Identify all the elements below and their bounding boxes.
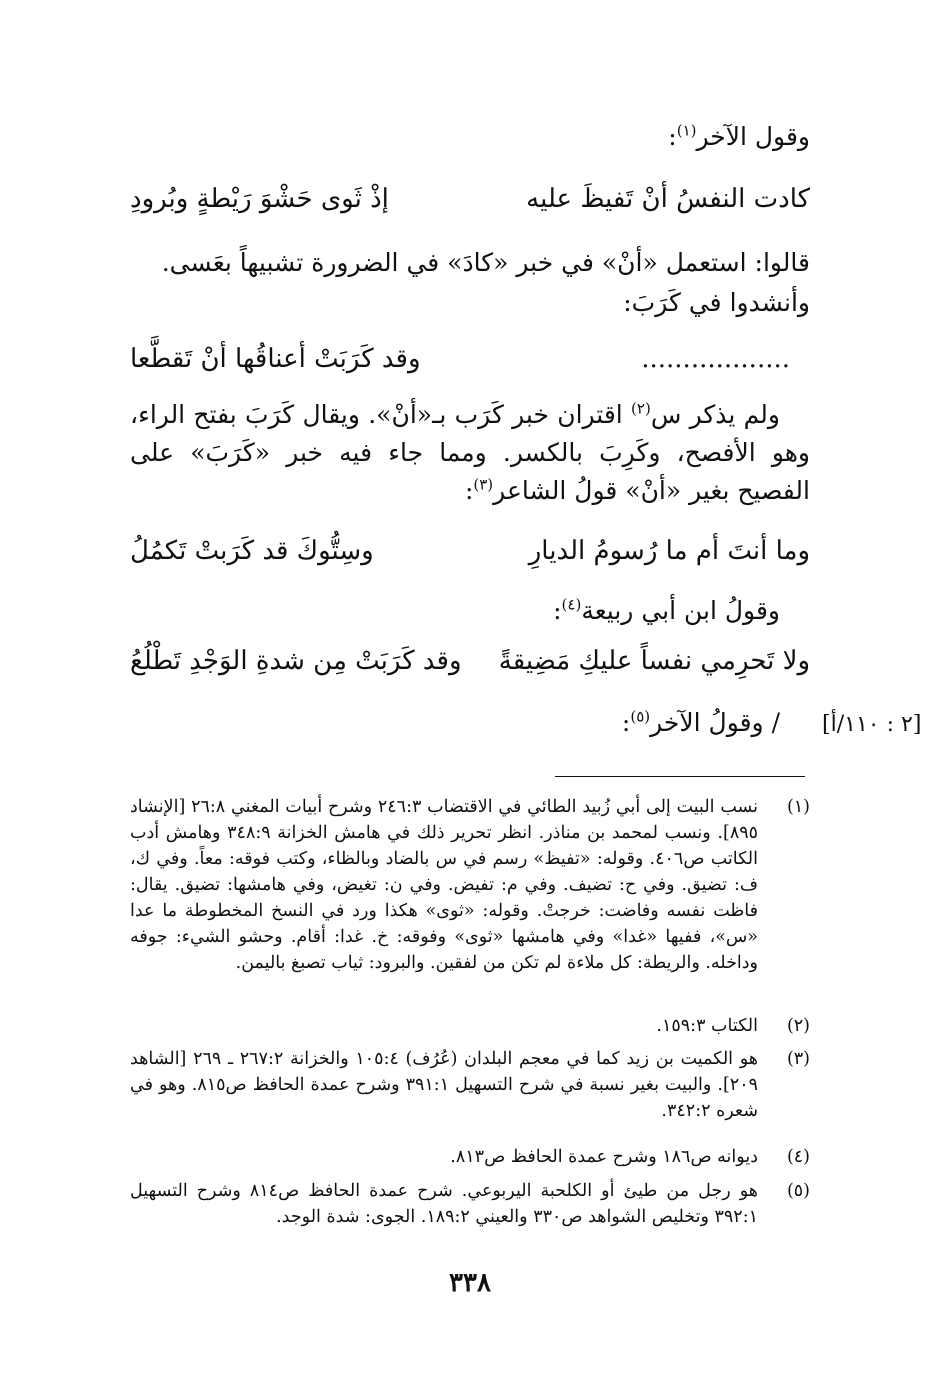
footnote-number: (٢) [786, 1016, 810, 1036]
verse-second-hemistich: إذْ ثَوى حَشْوَ رَيْطةٍ وبُرودِ [130, 184, 389, 214]
footnote-ref[interactable]: (٥) [630, 707, 651, 726]
verse-1 [130, 184, 810, 228]
footnote-text: هو رجل من طيئ أو الكلحبة اليربوعي. شرح عمدة الحافظ ص٨١٤ وشرح التسهيل ٣٩٢:١ وتخليص الشواهد ص٣٣٠ والعيني ١٨٩:٢. الجوى: شدة الوجد. [130, 1181, 758, 1227]
verse-first-hemistich: ولا تَحرِمي نفساً عليكِ مَضِيقةً [498, 646, 810, 676]
text: / وقولُ الآخر [650, 708, 780, 737]
footnote-text: ديوانه ص١٨٦ وشرح عمدة الحافظ ص٨١٣. [450, 1147, 758, 1167]
verse-first-hemistich: كادت النفسُ أنْ تَفيظَ عليه [526, 184, 810, 214]
footnote-5 [130, 1178, 810, 1230]
text: : [621, 708, 631, 737]
footnote-3 [130, 1046, 810, 1124]
verse-second-hemistich: وقد كَرَبَتْ أعناقُها أنْ تَقطَّعا [130, 344, 421, 374]
footnote-text: هو الكميت بن زيد كما في معجم البلدان (عُرُف) ١٠٥:٤ والخزانة ٢٦٧:٢ ـ ٢٦٩ [الشاهد ٢٠٩]. والبيت بغير نسبة في شرح التسهيل ٣٩١:١ وشرح عمدة الحافظ ص٨١٥. وهو في شعره ٣٤٢:٢. [130, 1049, 758, 1121]
footnote-text: نسب البيت إلى أبي زُبيد الطائي في الاقتضاب ٢٤٦:٣ وشرح أبيات المغني ٢٦:٨ [الإنشاد ٨٩٥]. ونسب لمحمد بن مناذر. انظر تحرير ذلك في هامش الخزانة ٣٤٨:٩ وهامش أدب الكاتب ص٤٠٦. وقوله: «تفيظ» رسم في س بالضاد وبالظاء، وكتب فوقه: معاً. وفي ك، ف: تضيق. وفي ح: تضيف. وفي م: تفيض. وفي ن: تغيض، وفي هامشها: تضيق. يقال: فاظت نفسه وفاضت: خرجتْ. وقوله: «ثوى» هكذا ورد في النسخ المخطوطة ما عدا «س»، ففيها «غدا» وفي هامشها «ثوى» وفوقه: خ. غدا: أقام. وحشو الشيء: جوفه وداخله. والريطة: كل ملاءة لم تكن من لفقين. والبرود: ثياب تصبغ باليمن. [130, 797, 759, 973]
text: اقتران خبر كَرَب بـ«أنْ». ويقال كَرَبَ بفتح الراء، وهو الأفصح، وكَرِبَ بالكسر. ومما جاء فيه خبر «كَرَبَ» على الفصيح بغير «أنْ» قولُ الشاعر [130, 400, 810, 505]
manuscript-margin-ref: [٢ : ١١٠/أ] [822, 712, 922, 737]
text: ولم يذكر س [650, 400, 780, 429]
footnote-number: (٣) [786, 1049, 810, 1069]
verse-second-hemistich: وسِتُّوكَ قد كَرَبتْ تَكمُلُ [130, 536, 374, 566]
verse-first-hemistich: وما أنتَ أم ما رُسومُ الديارِ [528, 536, 810, 566]
text: : [668, 122, 677, 151]
verse-second-hemistich: وقد كَرَبَتْ مِن شدةِ الوَجْدِ تَطْلُعُ [130, 646, 462, 676]
footnote-number: (١) [786, 797, 810, 817]
paragraph-2: وأنشدوا في كَرَبَ: [623, 288, 810, 317]
verse-2 [130, 344, 810, 388]
footnote-number: (٥) [786, 1181, 810, 1201]
verse-3 [130, 536, 810, 580]
paragraph-3 [130, 396, 810, 510]
footnote-1 [130, 794, 810, 976]
paragraph-5 [622, 704, 780, 742]
paragraph-1: قالوا: استعمل «أنْ» في خبر «كادَ» في الضرورة تشبيهاً بعَسى. [161, 248, 810, 277]
footnote-ref[interactable]: (٣) [473, 475, 494, 494]
footnote-4 [130, 1144, 810, 1170]
text: وقولُ ابن أبي ربيعة [581, 596, 780, 625]
text: : [464, 476, 474, 505]
footnote-ref[interactable]: (١) [676, 121, 697, 140]
text: : [553, 596, 562, 625]
footnote-2 [130, 1013, 810, 1039]
intro-line-1 [668, 118, 810, 156]
page-number: ٣٣٨ [449, 1268, 491, 1298]
verse-ellipsis: .................. [641, 344, 790, 374]
footnote-number: (٤) [786, 1147, 810, 1167]
text: وقول الآخر [696, 122, 810, 151]
footnote-divider [555, 776, 805, 777]
footnote-ref[interactable]: (٤) [561, 595, 582, 614]
footnote-ref[interactable]: (٢) [631, 399, 651, 418]
footnote-text: الكتاب ١٥٩:٣. [656, 1016, 758, 1036]
paragraph-4 [553, 592, 780, 630]
verse-4 [130, 646, 810, 690]
